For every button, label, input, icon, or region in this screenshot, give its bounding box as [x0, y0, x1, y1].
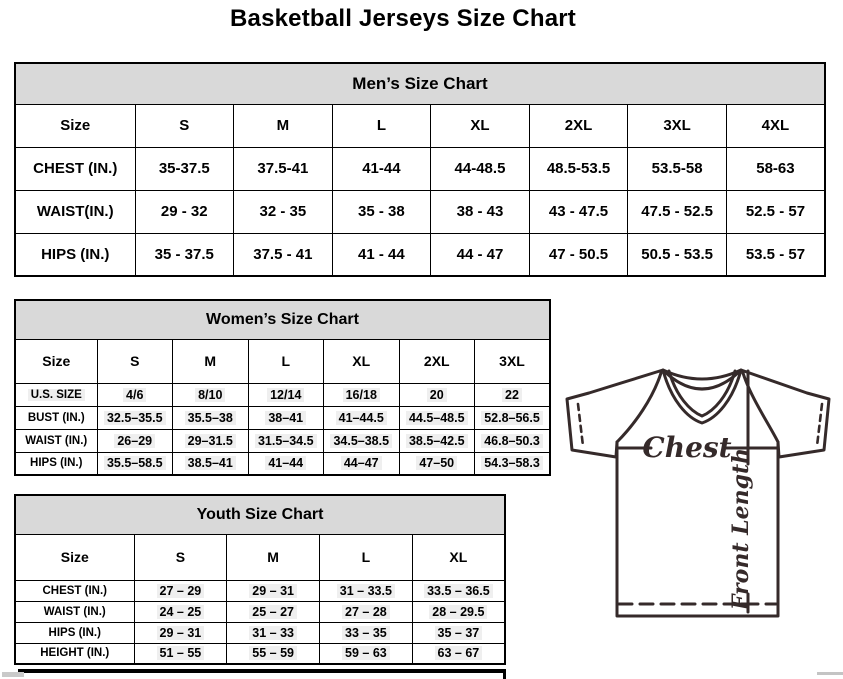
size-value: 41-44 [362, 160, 401, 177]
size-value: 54.3–58.3 [481, 456, 543, 470]
column-header: L [320, 534, 413, 580]
size-value: 44–47 [341, 456, 382, 470]
table-title-row [15, 63, 825, 104]
page-title: Basketball Jerseys Size Chart [230, 5, 576, 32]
size-value: 38–41 [265, 411, 306, 425]
table-row [15, 233, 825, 276]
column-header-row [15, 104, 825, 147]
size-value: 27 – 29 [157, 584, 205, 598]
size-value: 4/6 [123, 388, 146, 402]
size-value: 31 – 33 [249, 626, 297, 640]
column-header: 2XL [529, 104, 628, 147]
size-value: 47.5 - 52.5 [641, 203, 713, 220]
size-value: 33 – 35 [342, 626, 390, 640]
table-row [15, 622, 505, 643]
table-title-row [15, 495, 505, 534]
womens-table-title: Women’s Size Chart [15, 300, 550, 339]
front-length-label: Front Length [728, 447, 754, 611]
size-value: 29 – 31 [249, 584, 297, 598]
row-label: U.S. SIZE [28, 389, 85, 401]
column-header: 4XL [726, 104, 825, 147]
row-label: CHEST (IN.) [42, 584, 108, 597]
table-row [15, 580, 505, 601]
size-value: 44-48.5 [454, 160, 506, 177]
row-label: HIPS (IN.) [30, 457, 83, 470]
size-value: 38.5–42.5 [406, 434, 468, 448]
column-header-row [15, 534, 505, 580]
size-value: 46.8–50.3 [481, 434, 543, 448]
size-value: 53.5-58 [651, 160, 703, 177]
size-value: 37.5 - 41 [253, 245, 313, 263]
cutoff-fragment-right [817, 672, 843, 675]
column-header: 3XL [628, 104, 727, 147]
size-value: 35 – 37 [435, 626, 483, 640]
size-value: 22 [502, 388, 522, 402]
size-value: 41–44.5 [336, 411, 387, 425]
table-row [15, 383, 550, 406]
size-value: 51 – 55 [157, 646, 205, 660]
womens-size-table [14, 299, 551, 476]
table-row [15, 429, 550, 452]
cutoff-next-table-border [18, 669, 506, 673]
column-header: XL [431, 104, 530, 147]
column-header: Size [15, 339, 97, 383]
size-value: 35 - 37.5 [154, 245, 214, 263]
column-header: S [97, 339, 173, 383]
table-row [15, 601, 505, 622]
size-value: 53.5 - 57 [745, 245, 806, 263]
table-row [15, 147, 825, 190]
column-header: Size [15, 104, 135, 147]
column-header: XL [324, 339, 400, 383]
jersey-icon [563, 364, 837, 626]
size-value: 26–29 [114, 434, 155, 448]
size-value: 20 [427, 388, 447, 402]
size-value: 29 – 31 [157, 626, 205, 640]
youth-size-table [14, 494, 506, 665]
size-value: 31.5–34.5 [255, 434, 317, 448]
row-label: HEIGHT (IN.) [40, 647, 110, 660]
size-value: 43 - 47.5 [548, 203, 609, 220]
youth-table-title: Youth Size Chart [15, 495, 505, 534]
size-value: 16/18 [343, 388, 380, 402]
row-label: BUST (IN.) [27, 411, 85, 424]
size-value: 33.5 – 36.5 [424, 584, 493, 598]
column-header: S [135, 104, 234, 147]
size-value: 34.5–38.5 [330, 434, 392, 448]
column-header: L [332, 104, 431, 147]
cutoff-next-table-border-corner [503, 669, 506, 679]
row-label: WAIST (IN.) [25, 434, 88, 447]
size-value: 55 – 59 [249, 646, 297, 660]
size-value: 32 - 35 [259, 203, 307, 220]
mens-size-table [14, 62, 826, 277]
row-label: CHEST (IN.) [33, 160, 118, 177]
row-label: HIPS (IN.) [41, 245, 110, 263]
size-value: 8/10 [195, 388, 225, 402]
table-title-row [15, 300, 550, 339]
size-value: 29–31.5 [185, 434, 236, 448]
size-value: 35 - 38 [358, 203, 405, 220]
size-value: 44.5–48.5 [406, 411, 468, 425]
row-label: HIPS (IN.) [48, 626, 101, 639]
column-header: M [173, 339, 249, 383]
size-value: 38.5–41 [185, 456, 236, 470]
table-row [15, 190, 825, 233]
table-row [15, 643, 505, 664]
size-value: 31 – 33.5 [337, 584, 395, 598]
chest-label: Chest [642, 431, 732, 464]
size-value: 35.5–38 [185, 411, 236, 425]
size-value: 24 – 25 [157, 605, 205, 619]
size-value: 32.5–35.5 [104, 411, 166, 425]
size-value: 63 – 67 [435, 646, 483, 660]
size-value: 52.8–56.5 [481, 411, 543, 425]
column-header: XL [412, 534, 505, 580]
size-value: 52.5 - 57 [745, 203, 806, 220]
size-value: 29 - 32 [160, 203, 208, 220]
size-value: 25 – 27 [249, 605, 297, 619]
mens-table-title: Men’s Size Chart [15, 63, 825, 104]
size-value: 35.5–58.5 [104, 456, 166, 470]
size-value: 41–44 [265, 456, 306, 470]
size-value: 47–50 [416, 456, 457, 470]
size-value: 38 - 43 [456, 203, 504, 220]
jersey-outline [567, 370, 829, 616]
size-value: 27 – 28 [342, 605, 390, 619]
column-header: 3XL [475, 339, 551, 383]
size-value: 35-37.5 [158, 160, 210, 177]
size-value: 28 – 29.5 [429, 605, 487, 619]
size-value: 44 - 47 [456, 245, 504, 263]
jersey-measurement-diagram [563, 364, 837, 626]
table-row [15, 406, 550, 429]
row-label: WAIST(IN.) [36, 203, 114, 220]
size-value: 41 - 44 [358, 245, 405, 263]
size-value: 37.5-41 [257, 160, 309, 177]
size-value: 50.5 - 53.5 [641, 245, 713, 263]
size-value: 58-63 [756, 160, 795, 177]
column-header: 2XL [399, 339, 475, 383]
column-header: M [227, 534, 320, 580]
column-header: S [134, 534, 227, 580]
column-header: Size [15, 534, 134, 580]
column-header: M [234, 104, 333, 147]
table-row [15, 452, 550, 475]
column-header: L [248, 339, 324, 383]
size-value: 48.5-53.5 [546, 160, 611, 177]
column-header-row [15, 339, 550, 383]
size-value: 12/14 [267, 388, 304, 402]
cutoff-fragment-left [2, 672, 24, 677]
row-label: WAIST (IN.) [43, 605, 106, 618]
size-value: 47 - 50.5 [548, 245, 609, 263]
size-value: 59 – 63 [342, 646, 390, 660]
